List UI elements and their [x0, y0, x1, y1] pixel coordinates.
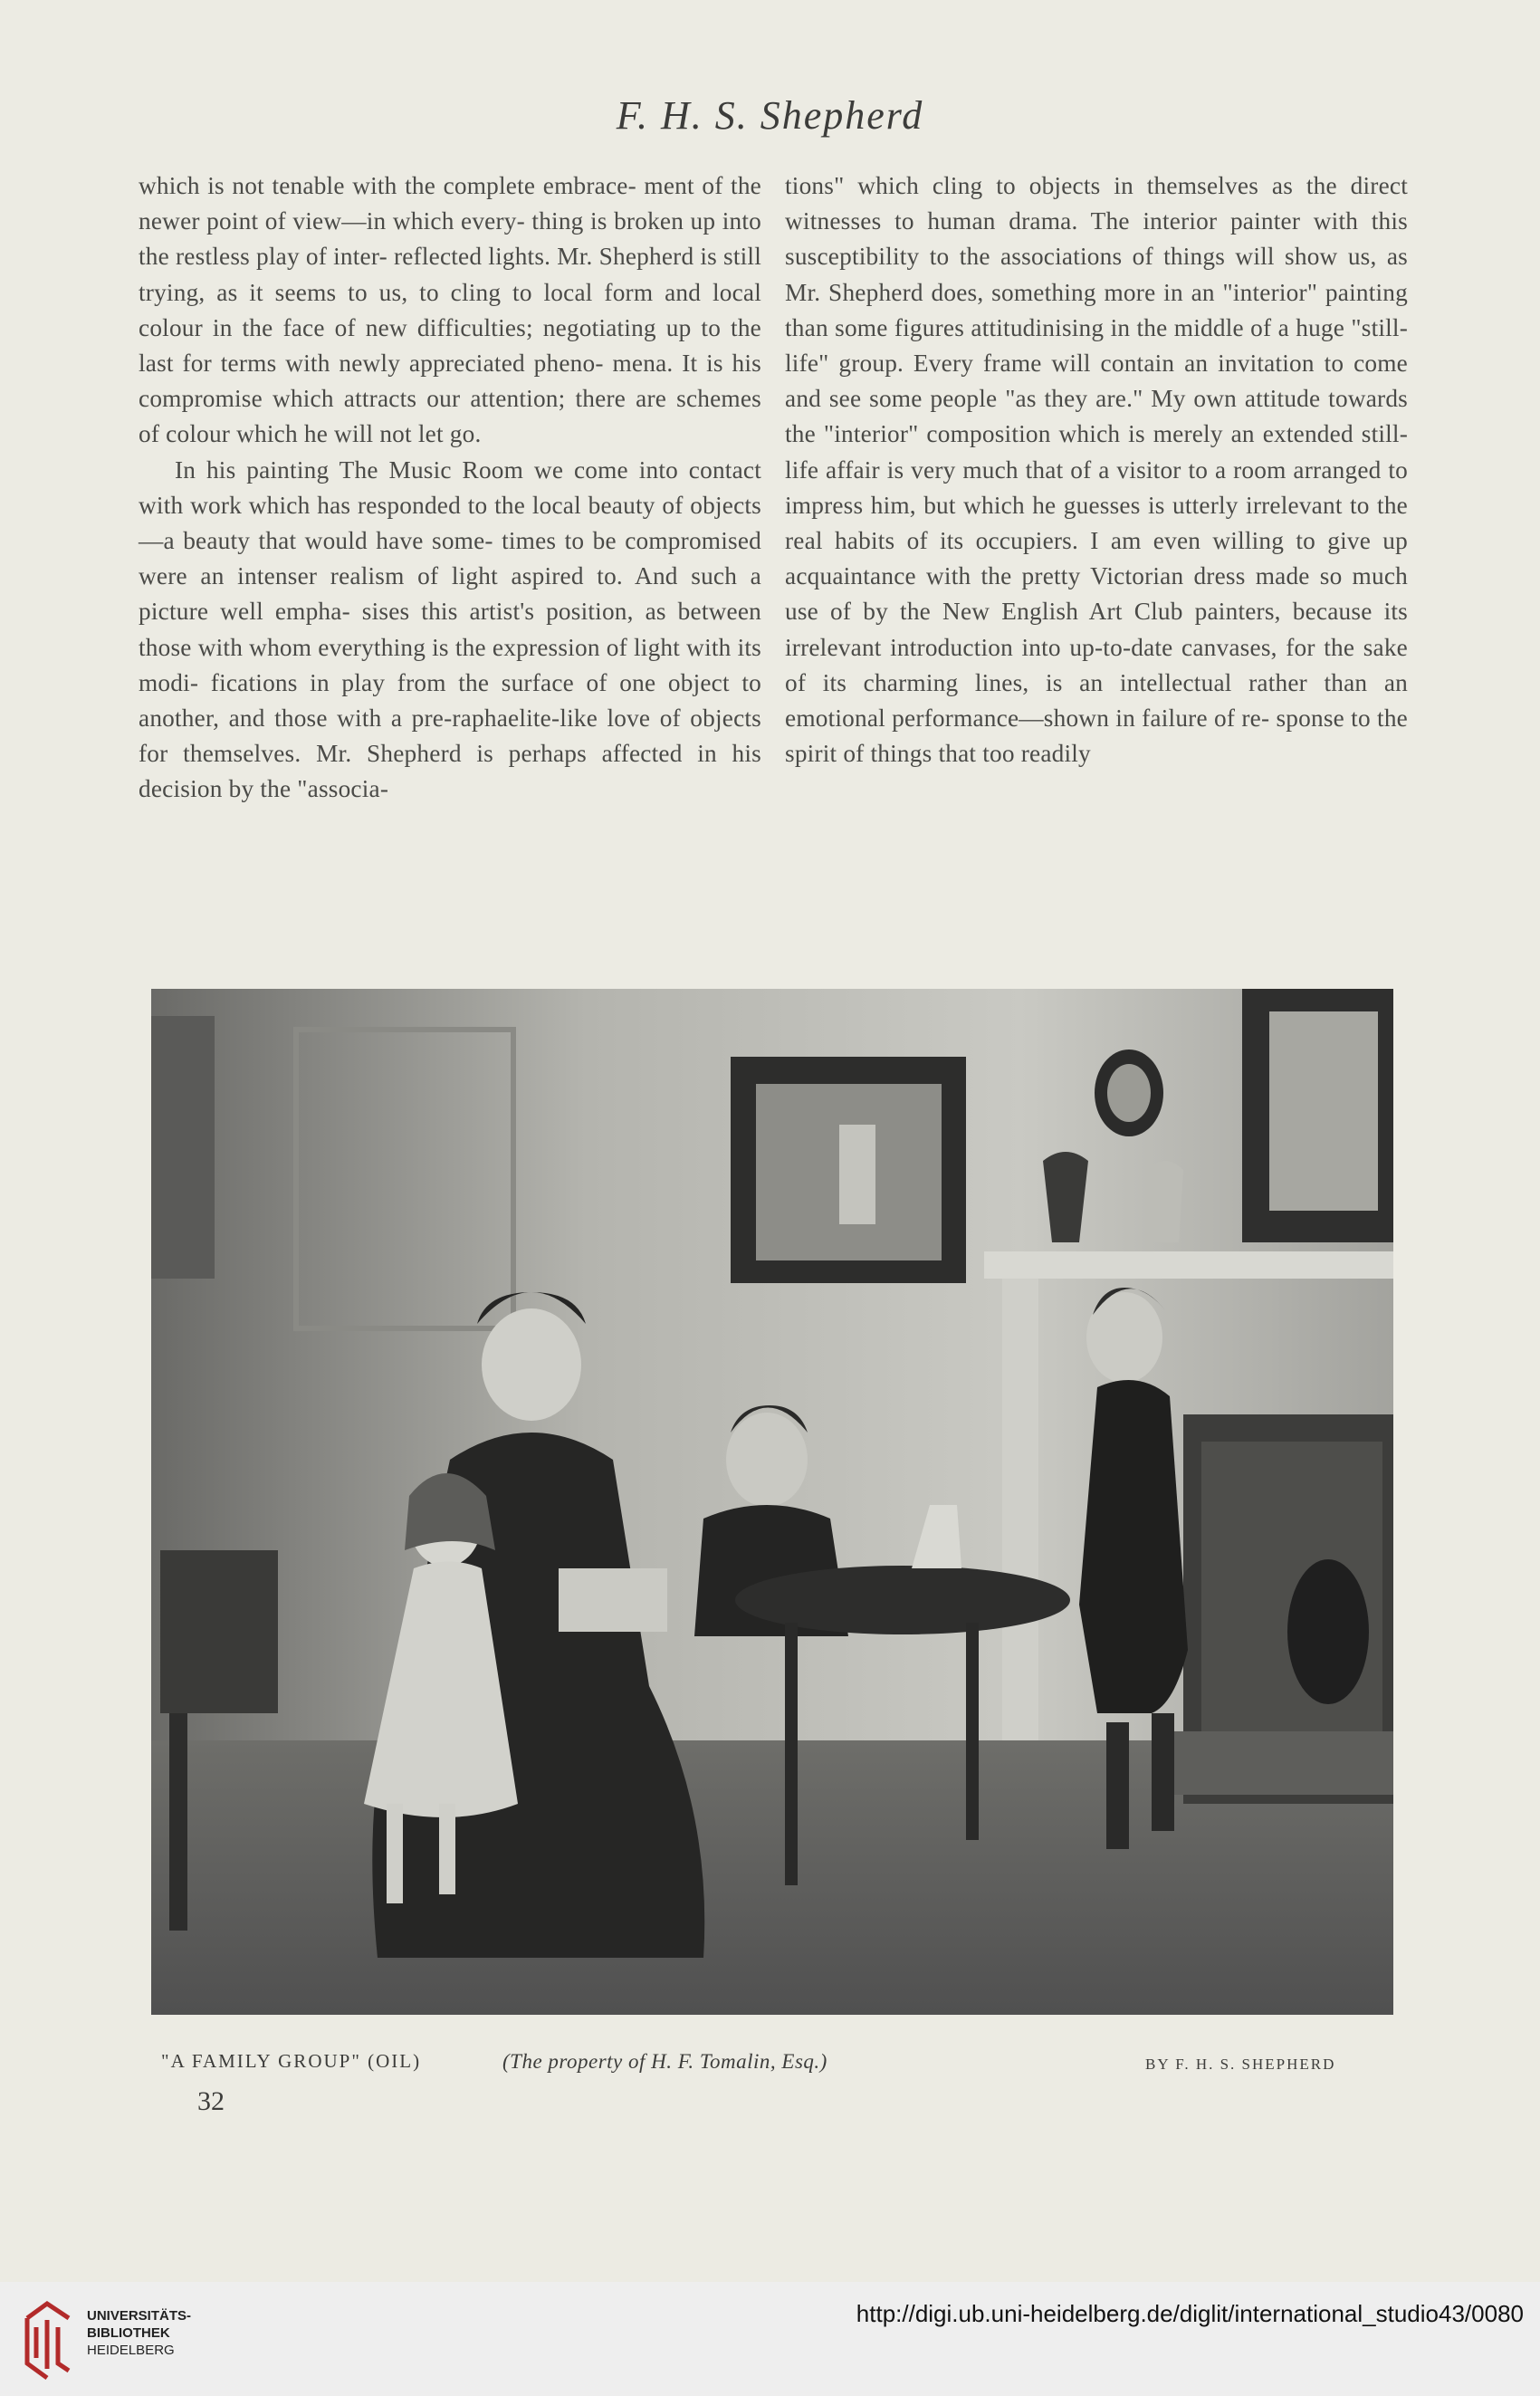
caption-owner: (The property of H. F. Tomalin, Esq.): [502, 2050, 827, 2073]
painting-plate-a-family-group: [151, 989, 1393, 2015]
caption-artist: BY F. H. S. SHEPHERD: [1145, 2056, 1336, 2073]
digitization-footer: [0, 2282, 1540, 2396]
caption-title: "A FAMILY GROUP" (OIL): [161, 2050, 422, 2072]
library-line: UNIVERSITÄTS-: [87, 2308, 192, 2324]
university-library-logo-icon[interactable]: [20, 2300, 76, 2386]
left-text-column: [139, 168, 761, 808]
library-line: HEIDELBERG: [87, 2343, 175, 2358]
page-number: 32: [197, 2086, 225, 2116]
paragraph: which is not tenable with the complete embrace- ment of the newer point of view—in which every- thing is broken up into the restless play of inter- reflected lights. Mr. Shepherd is still trying, as it seems to us, to cling to local form and local colour in the face of new difficulties; negotiating up to the last for terms with newly appreciated pheno- mena. It is his compromise which attracts our attention; there are schemes of colour which he will not let go.: [139, 172, 761, 448]
paragraph: In his painting The Music Room we come into contact with work which has responded to the local beauty of objects—a beauty that would have some- times to be compromised were an intenser realism of light aspired to. And such a picture well empha- sises this artist's position, as between those with whom everything is the expression of light with its modi- fications in play from the surface of one object to another, and those with a pre-raphaelite-like love of objects for themselves. Mr. Shepherd is perhaps affected in his decision by the "associa-: [139, 455, 761, 803]
running-head: F. H. S. Shepherd: [616, 93, 924, 138]
library-line: BIBLIOTHEK: [87, 2325, 170, 2341]
paragraph: tions" which cling to objects in themselves as the direct witnesses to human drama. The interior painter with this susceptibility to the associations of things will show us, as Mr. Shepherd does, something more in an "interior" painting than some figures attitudinising in the middle of a huge "still-life" group. Every frame will contain an invitation to come and see some people "as they are." My own attitude towards the "interior" composition which is merely an extended still-life affair is very much that of a visitor to a room arranged to impress him, but which he guesses is utterly irrelevant to the real habits of its occupiers. I am even willing to give up acquaintance with the pretty Victorian dress made so much use of by the New English Art Club painters, because its irrelevant introduction into up-to-date canvases, for the sake of its charming lines, is an intellectual rather than an emotional performance—shown in failure of re- sponse to the spirit of things that too readily: [785, 172, 1408, 768]
library-name: [87, 2307, 191, 2359]
right-text-column: [785, 168, 1408, 772]
painting-illustration: [151, 989, 1393, 2015]
source-url-link[interactable]: http://digi.ub.uni-heidelberg.de/diglit/international_studio43/0080: [856, 2300, 1524, 2327]
